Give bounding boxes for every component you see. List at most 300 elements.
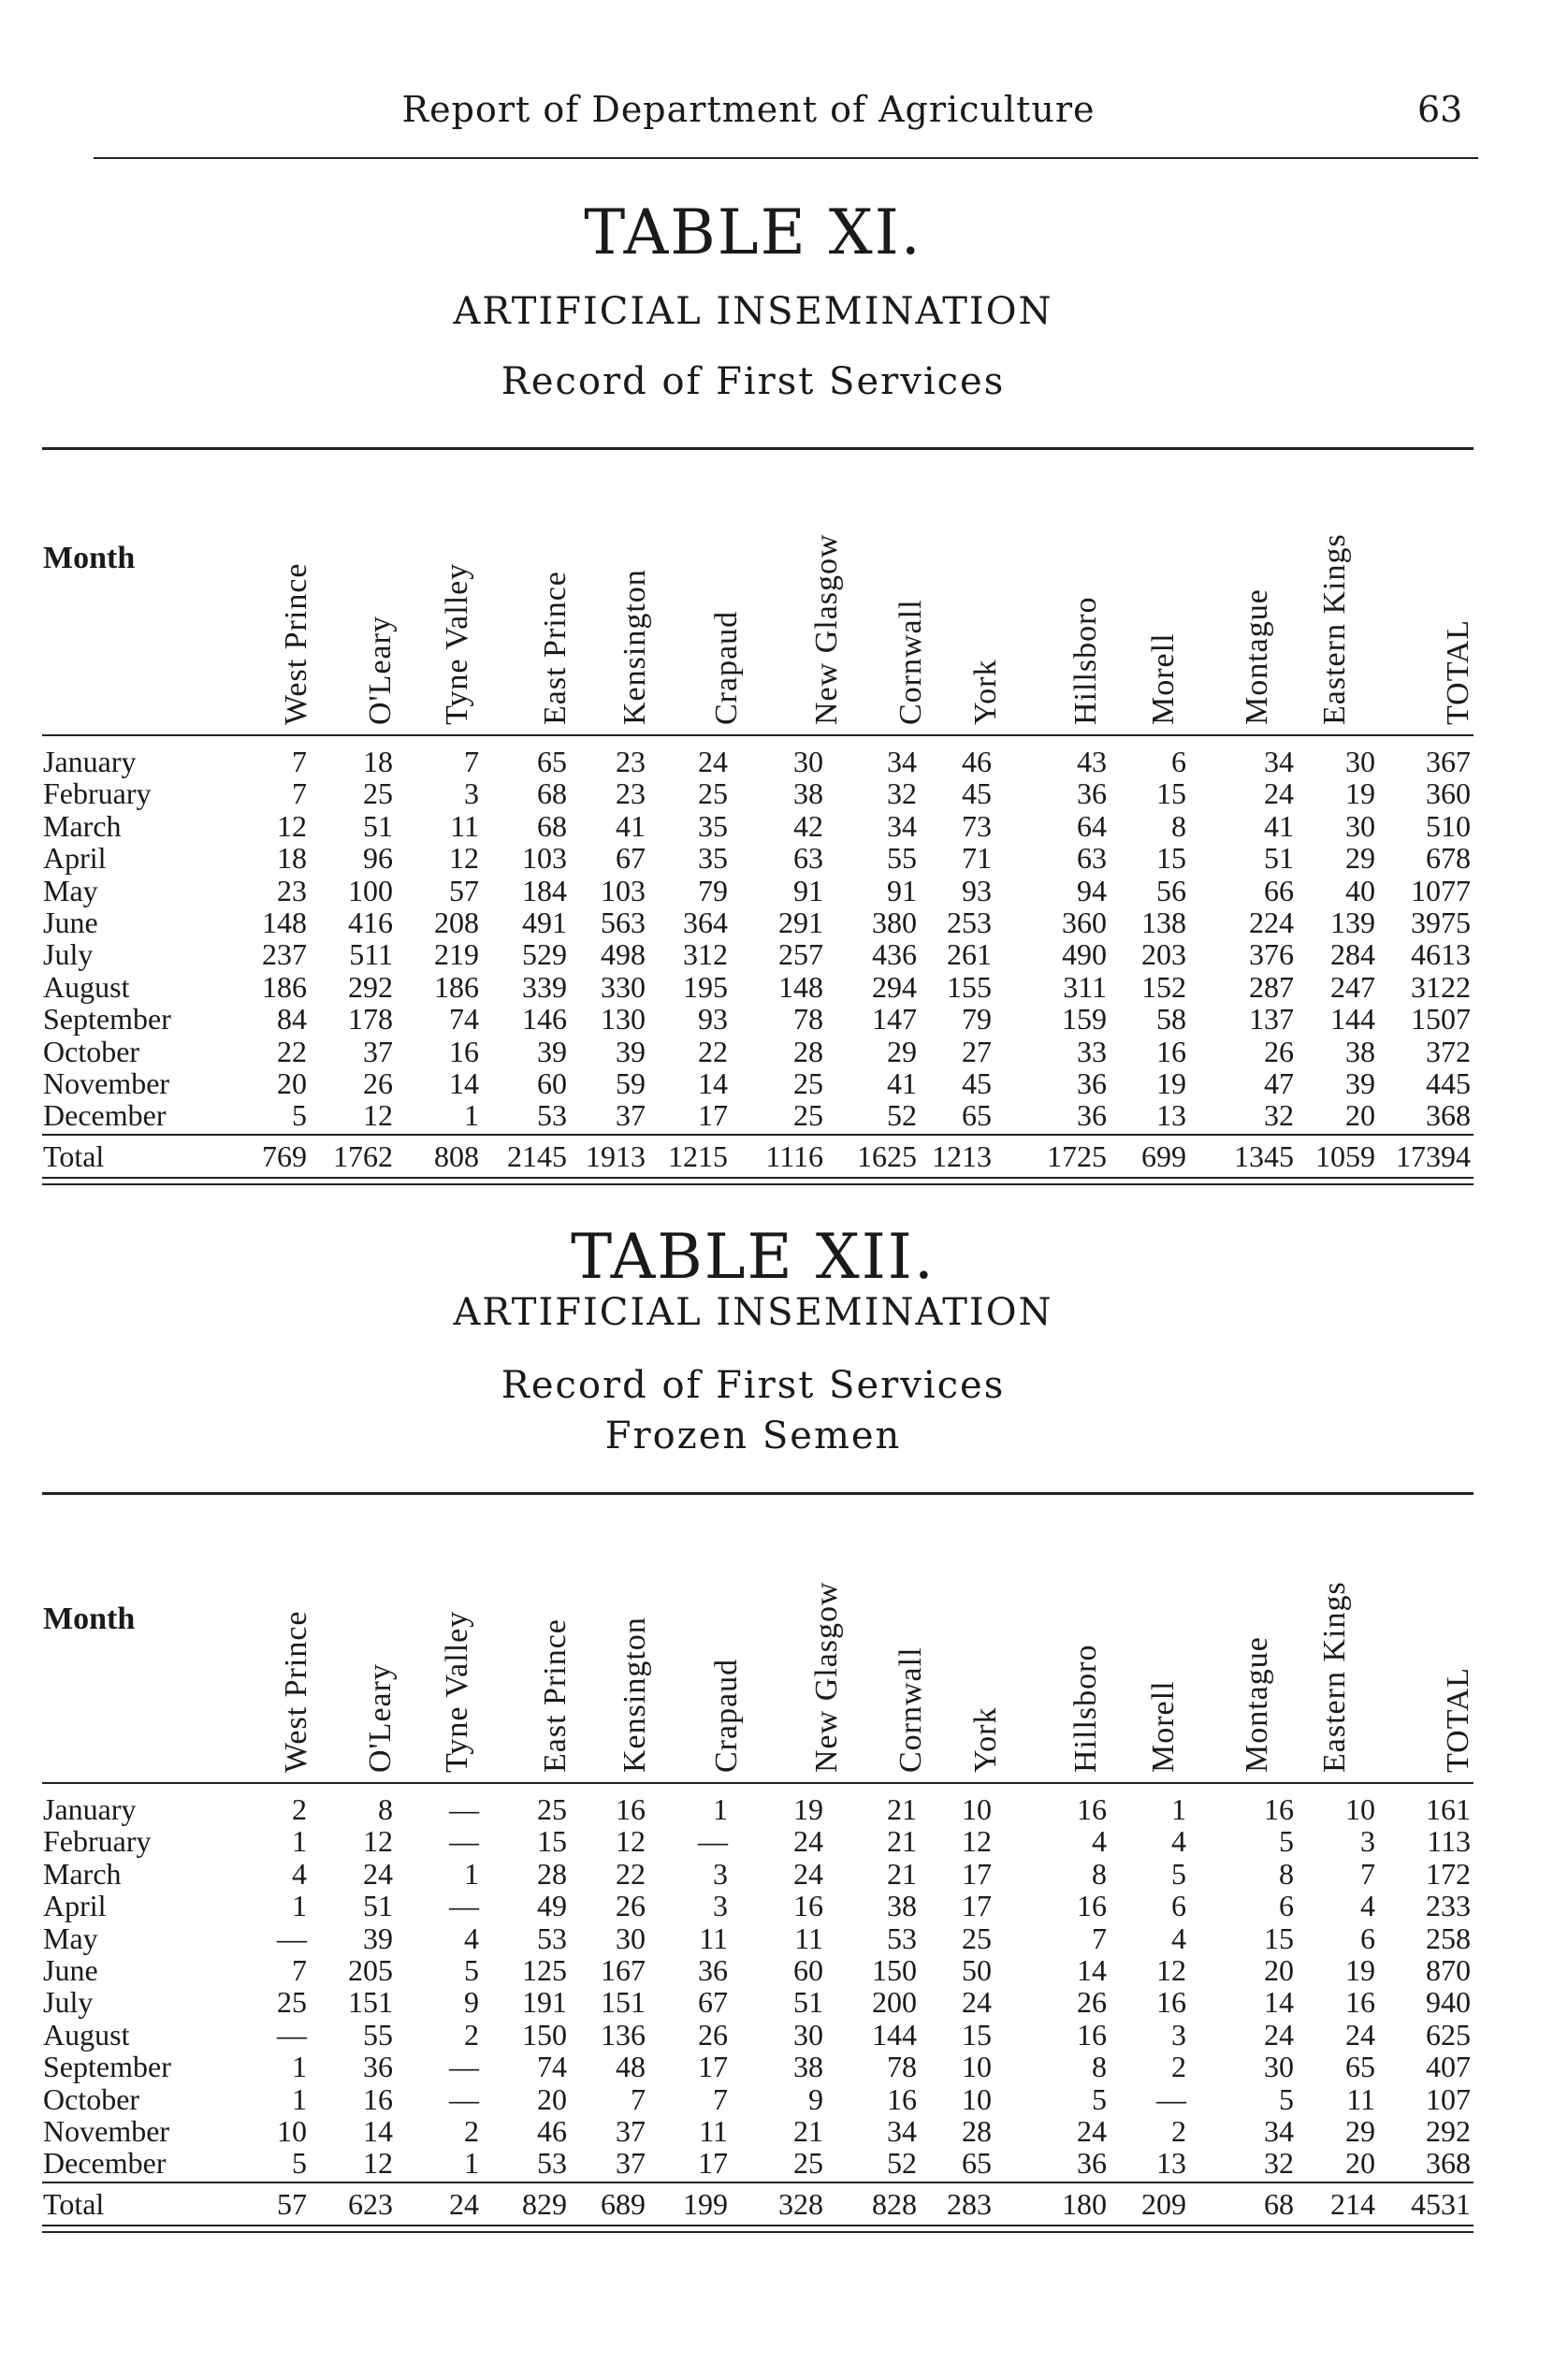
month-label: September	[43, 2050, 171, 2084]
table-cell: 1	[464, 1098, 479, 1133]
table-cell: 37	[616, 2114, 646, 2148]
table-cell: 6	[1171, 1889, 1186, 1923]
table-cell: 51	[363, 1889, 393, 1923]
table-row	[0, 874, 1568, 906]
table-cell: 13	[1156, 2146, 1186, 2181]
column-header: East Prince	[538, 1618, 573, 1773]
table-cell: 17	[698, 2050, 728, 2084]
total-cell: 1116	[765, 1139, 823, 1173]
table-cell: 9	[464, 1985, 479, 2020]
table-cell: 30	[1345, 808, 1375, 843]
table-cell: 45	[962, 1066, 992, 1100]
total-cell: 829	[522, 2187, 567, 2221]
column-header: West Prince	[279, 1610, 313, 1773]
table-cell: 24	[1264, 776, 1294, 811]
column-header: York	[968, 1706, 1003, 1773]
table-cell: 155	[947, 969, 992, 1004]
table-11-total-rule	[42, 1134, 1474, 1136]
table-cell: 5	[1279, 2081, 1294, 2116]
column-header: Tyne Valley	[440, 562, 474, 725]
table-cell: 65	[962, 1098, 992, 1133]
table-cell: 6	[1279, 1889, 1294, 1923]
table-cell: 23	[277, 873, 307, 907]
table-cell: 12	[363, 2146, 393, 2181]
table-11-bottom-rule	[42, 1177, 1474, 1185]
table-row	[0, 776, 1568, 811]
total-cell: 1215	[668, 1139, 728, 1173]
table-cell: 5	[464, 1953, 479, 1987]
month-label: June	[43, 1953, 98, 1987]
table-cell: 11	[1346, 2081, 1375, 2116]
table-cell: 12	[616, 1824, 646, 1859]
table-cell: 93	[698, 1002, 728, 1037]
table-cell: 7	[1360, 1856, 1375, 1891]
column-header: Crapaud	[709, 610, 744, 725]
table-cell: 34	[887, 808, 917, 843]
table-cell: 195	[683, 969, 728, 1004]
month-label: August	[43, 2017, 130, 2052]
table-cell: 208	[434, 906, 479, 939]
table-cell: 200	[872, 1985, 917, 2020]
table-cell: 19	[793, 1792, 823, 1826]
table-cell: 38	[793, 2050, 823, 2084]
table-cell: 7	[292, 776, 307, 811]
table-cell: 130	[601, 1002, 646, 1037]
table-cell: 19	[1156, 1066, 1186, 1100]
table-cell: 16	[363, 2081, 393, 2116]
column-header: East Prince	[538, 571, 573, 725]
table-cell: 2	[464, 2114, 479, 2148]
table-cell: 2	[1171, 2114, 1186, 2148]
table-cell: 42	[793, 808, 823, 843]
table-cell: 25	[793, 1066, 823, 1100]
month-label: January	[43, 745, 137, 778]
table-cell: 257	[778, 937, 823, 972]
total-cell: 2145	[507, 1139, 567, 1173]
table-cell: 36	[698, 1953, 728, 1987]
month-label: October	[43, 1034, 140, 1068]
month-label: February	[43, 1824, 152, 1859]
table-cell: 32	[887, 776, 917, 811]
table-cell: 10	[277, 2114, 307, 2148]
table-cell: 4	[1171, 1824, 1186, 1859]
total-label: Total	[43, 2187, 105, 2221]
table-cell: 436	[872, 937, 917, 972]
table-12-header-rule	[42, 1782, 1474, 1784]
table-cell: —	[698, 1824, 728, 1859]
total-cell: 1913	[586, 1139, 646, 1173]
table-cell: 2	[292, 1792, 307, 1826]
total-cell: 828	[872, 2187, 917, 2221]
table-cell: 39	[1345, 1066, 1375, 1100]
table-cell: 150	[872, 1953, 917, 1987]
table-11-subtitle: ARTIFICIAL INSEMINATION	[453, 290, 1053, 333]
table-cell: 1507	[1411, 1002, 1471, 1037]
table-cell: 16	[1156, 1034, 1186, 1068]
table-cell: 63	[1077, 841, 1107, 876]
table-cell: 7	[464, 745, 479, 778]
table-cell: 53	[537, 2146, 567, 2181]
table-cell: 21	[793, 2114, 823, 2148]
table-cell: 28	[962, 2114, 992, 2148]
table-cell: 491	[522, 906, 567, 939]
table-cell: 184	[522, 873, 567, 907]
month-label: March	[43, 1856, 122, 1891]
month-label: September	[43, 1002, 171, 1037]
table-cell: 360	[1062, 906, 1107, 939]
table-cell: 10	[962, 1792, 992, 1826]
table-cell: 39	[363, 1921, 393, 1955]
table-cell: 146	[522, 1002, 567, 1037]
column-header: Cornwall	[893, 599, 928, 725]
table-cell: 24	[793, 1856, 823, 1891]
table-cell: 292	[1426, 2114, 1471, 2148]
table-12-caption: Record of First Services	[501, 1364, 1006, 1407]
table-cell: 53	[537, 1921, 567, 1955]
table-cell: 34	[1264, 745, 1294, 778]
table-cell: 1	[292, 2050, 307, 2084]
table-cell: —	[449, 2050, 479, 2084]
table-cell: —	[449, 1792, 479, 1826]
total-cell: 180	[1062, 2187, 1107, 2221]
table-cell: 65	[1345, 2050, 1375, 2084]
table-cell: 16	[616, 1792, 646, 1826]
table-cell: 1	[464, 1856, 479, 1891]
table-cell: 67	[616, 841, 646, 876]
table-11-top-rule	[42, 447, 1474, 450]
table-cell: 6	[1171, 745, 1186, 778]
table-cell: 55	[887, 841, 917, 876]
table-cell: 22	[698, 1034, 728, 1068]
table-cell: 16	[1077, 2017, 1107, 2052]
table-cell: 18	[363, 745, 393, 778]
table-cell: —	[449, 2081, 479, 2116]
table-11-title: TABLE XI.	[584, 196, 922, 268]
table-cell: —	[449, 1824, 479, 1859]
table-cell: 79	[698, 873, 728, 907]
table-12-total-rule	[42, 2182, 1474, 2183]
table-cell: 24	[962, 1985, 992, 2020]
column-header: New Glasgow	[809, 1581, 844, 1773]
table-cell: 4	[292, 1856, 307, 1891]
table-cell: 60	[537, 1066, 567, 1100]
table-cell: 148	[778, 969, 823, 1004]
total-cell: 1725	[1047, 1139, 1107, 1173]
table-cell: 10	[962, 2081, 992, 2116]
table-cell: 12	[363, 1098, 393, 1133]
table-row	[0, 1953, 1568, 1985]
table-cell: 36	[1077, 2146, 1107, 2181]
table-cell: 19	[1345, 776, 1375, 811]
table-cell: 35	[698, 808, 728, 843]
table-cell: 3122	[1411, 969, 1471, 1004]
table-cell: 30	[616, 1921, 646, 1955]
month-label: July	[43, 1985, 94, 2020]
table-cell: 364	[683, 906, 728, 939]
table-cell: 287	[1249, 969, 1294, 1004]
table-cell: 312	[683, 937, 728, 972]
total-cell: 24	[449, 2187, 479, 2221]
table-cell: 416	[348, 906, 393, 939]
table-cell: 30	[1345, 745, 1375, 778]
month-label: April	[43, 841, 107, 876]
table-cell: 4	[1171, 1921, 1186, 1955]
table-cell: 27	[962, 1034, 992, 1068]
table-cell: 78	[887, 2050, 917, 2084]
table-cell: 3	[1171, 2017, 1186, 2052]
total-label: Total	[43, 1139, 105, 1173]
table-cell: 17	[698, 1098, 728, 1133]
table-cell: 8	[1279, 1856, 1294, 1891]
column-header: Eastern Kings	[1317, 1581, 1352, 1773]
table-cell: 22	[277, 1034, 307, 1068]
table-cell: 24	[793, 1824, 823, 1859]
table-cell: 625	[1426, 2017, 1471, 2052]
table-cell: 28	[537, 1856, 567, 1891]
table-cell: 21	[887, 1824, 917, 1859]
table-cell: 49	[537, 1889, 567, 1923]
month-label: June	[43, 906, 98, 939]
table-cell: 125	[522, 1953, 567, 1987]
table-cell: 53	[537, 1098, 567, 1133]
table-cell: 150	[522, 2017, 567, 2052]
table-cell: 38	[887, 1889, 917, 1923]
table-cell: 103	[522, 841, 567, 876]
table-cell: 159	[1062, 1002, 1107, 1037]
table-row	[0, 1098, 1568, 1133]
table-cell: 78	[793, 1002, 823, 1037]
table-cell: 3	[713, 1889, 728, 1923]
header-rule	[94, 157, 1478, 159]
table-cell: 14	[1077, 1953, 1107, 1987]
running-head: Report of Department of Agriculture	[401, 89, 1096, 130]
table-12-month-header: Month	[43, 1602, 136, 1636]
table-cell: 2	[1171, 2050, 1186, 2084]
table-cell: 940	[1426, 1985, 1471, 2020]
column-header: Morell	[1146, 632, 1181, 725]
table-cell: 9	[808, 2081, 823, 2116]
table-cell: 34	[887, 2114, 917, 2148]
month-label: October	[43, 2081, 140, 2116]
table-cell: 15	[1156, 841, 1186, 876]
table-cell: 71	[962, 841, 992, 876]
table-cell: 20	[537, 2081, 567, 2116]
table-cell: 96	[363, 841, 393, 876]
total-cell: 68	[1264, 2187, 1294, 2221]
table-12-bottom-rule	[42, 2225, 1474, 2233]
table-cell: 29	[1345, 841, 1375, 876]
table-cell: 58	[1156, 1002, 1186, 1037]
table-cell: 5	[292, 2146, 307, 2181]
total-cell: 1762	[333, 1139, 393, 1173]
table-cell: 24	[1345, 2017, 1375, 2052]
table-cell: 151	[601, 1985, 646, 2020]
table-cell: 368	[1426, 2146, 1471, 2181]
table-row	[0, 1035, 1568, 1066]
table-cell: 21	[887, 1792, 917, 1826]
table-cell: 66	[1264, 873, 1294, 907]
table-cell: 65	[537, 745, 567, 778]
total-cell: 199	[683, 2187, 728, 2221]
table-cell: 36	[363, 2050, 393, 2084]
month-label: December	[43, 2146, 167, 2181]
month-label: December	[43, 1098, 167, 1133]
total-cell: 1213	[932, 1139, 992, 1173]
table-cell: 14	[449, 1066, 479, 1100]
table-cell: 18	[277, 841, 307, 876]
table-row	[0, 2114, 1568, 2146]
table-cell: 14	[363, 2114, 393, 2148]
table-cell: 20	[277, 1066, 307, 1100]
total-cell: 328	[778, 2187, 823, 2221]
month-label: November	[43, 2114, 170, 2148]
table-cell: 15	[537, 1824, 567, 1859]
total-cell: 1345	[1234, 1139, 1294, 1173]
table-cell: 26	[698, 2017, 728, 2052]
table-cell: 10	[962, 2050, 992, 2084]
table-cell: 91	[793, 873, 823, 907]
total-row	[0, 1139, 1568, 1171]
column-header: Kensington	[617, 1617, 652, 1773]
table-cell: 3	[713, 1856, 728, 1891]
table-cell: 51	[1264, 841, 1294, 876]
table-cell: 20	[1345, 2146, 1375, 2181]
table-cell: 13	[1156, 1098, 1186, 1133]
table-cell: 37	[616, 2146, 646, 2181]
table-cell: 14	[698, 1066, 728, 1100]
table-cell: 45	[962, 776, 992, 811]
table-cell: 360	[1426, 776, 1471, 811]
table-cell: 511	[349, 937, 393, 972]
table-cell: 30	[793, 2017, 823, 2052]
table-cell: 339	[522, 969, 567, 1004]
month-label: May	[43, 1921, 98, 1955]
table-cell: 26	[1264, 1034, 1294, 1068]
table-cell: 186	[434, 969, 479, 1004]
table-cell: 32	[1264, 1098, 1294, 1133]
table-cell: 311	[1063, 969, 1107, 1004]
table-cell: 253	[947, 906, 992, 939]
month-label: May	[43, 873, 98, 907]
table-cell: 12	[277, 808, 307, 843]
table-cell: 5	[1171, 1856, 1186, 1891]
column-header: Kensington	[617, 569, 652, 725]
table-cell: 7	[292, 1953, 307, 1987]
table-cell: 32	[1264, 2146, 1294, 2181]
table-cell: 91	[887, 873, 917, 907]
total-cell: 57	[277, 2187, 307, 2221]
table-cell: 678	[1426, 841, 1471, 876]
table-row	[0, 1824, 1568, 1859]
table-cell: 24	[363, 1856, 393, 1891]
table-11-caption: Record of First Services	[501, 360, 1006, 403]
table-cell: 52	[887, 1098, 917, 1133]
table-cell: 33	[1077, 1034, 1107, 1068]
table-cell: 59	[616, 1066, 646, 1100]
column-header: Tyne Valley	[440, 1610, 474, 1773]
table-11-header-rule	[42, 734, 1474, 736]
column-header: TOTAL	[1441, 1666, 1475, 1773]
table-cell: 11	[794, 1921, 823, 1955]
table-cell: 34	[1264, 2114, 1294, 2148]
table-cell: 28	[793, 1034, 823, 1068]
column-header: New Glasgow	[809, 533, 844, 725]
table-cell: 52	[887, 2146, 917, 2181]
table-cell: 224	[1249, 906, 1294, 939]
table-cell: 4	[464, 1921, 479, 1955]
table-cell: 294	[872, 969, 917, 1004]
table-cell: 144	[872, 2017, 917, 2052]
table-cell: 51	[363, 808, 393, 843]
total-cell: 1625	[857, 1139, 917, 1173]
table-row	[0, 809, 1568, 841]
column-header: Cornwall	[893, 1646, 928, 1773]
table-cell: 24	[1264, 2017, 1294, 2052]
table-cell: 261	[947, 937, 992, 972]
table-cell: 407	[1426, 2050, 1471, 2084]
table-row	[0, 745, 1568, 776]
table-cell: 40	[1345, 873, 1375, 907]
table-cell: 529	[522, 937, 567, 972]
table-cell: 65	[962, 2146, 992, 2181]
table-cell: 330	[601, 969, 646, 1004]
total-cell: 623	[348, 2187, 393, 2221]
table-cell: 6	[1360, 1921, 1375, 1955]
table-cell: 139	[1330, 906, 1375, 939]
table-cell: 68	[537, 776, 567, 811]
table-cell: 2	[464, 2017, 479, 2052]
table-row	[0, 1889, 1568, 1921]
table-cell: 11	[699, 2114, 728, 2148]
total-cell: 214	[1330, 2187, 1375, 2221]
month-label: February	[43, 776, 152, 811]
column-header: TOTAL	[1441, 618, 1475, 725]
table-cell: 113	[1427, 1824, 1471, 1859]
table-cell: 137	[1249, 1002, 1294, 1037]
table-cell: 11	[699, 1921, 728, 1955]
table-cell: 16	[1264, 1792, 1294, 1826]
table-row	[0, 841, 1568, 876]
table-cell: 5	[292, 1098, 307, 1133]
table-cell: 16	[1345, 1985, 1375, 2020]
table-cell: 16	[1156, 1985, 1186, 2020]
table-cell: 3	[1360, 1824, 1375, 1859]
table-cell: 11	[450, 808, 479, 843]
table-cell: 178	[348, 1002, 393, 1037]
table-cell: 23	[616, 776, 646, 811]
table-cell: 233	[1426, 1889, 1471, 1923]
table-cell: 8	[1092, 1856, 1107, 1891]
table-cell: 26	[363, 1066, 393, 1100]
table-cell: 15	[1264, 1921, 1294, 1955]
table-cell: 103	[601, 873, 646, 907]
table-cell: 191	[522, 1985, 567, 2020]
table-cell: 64	[1077, 808, 1107, 843]
month-label: November	[43, 1066, 170, 1100]
table-11-month-header: Month	[43, 541, 136, 575]
table-cell: 136	[601, 2017, 646, 2052]
table-cell: —	[277, 2017, 307, 2052]
table-cell: 41	[616, 808, 646, 843]
table-cell: 26	[1077, 1985, 1107, 2020]
table-cell: 147	[872, 1002, 917, 1037]
table-cell: 29	[1345, 2114, 1375, 2148]
table-cell: 247	[1330, 969, 1375, 1004]
table-cell: 16	[449, 1034, 479, 1068]
table-cell: 12	[363, 1824, 393, 1859]
table-cell: 3975	[1411, 906, 1471, 939]
table-cell: 60	[793, 1953, 823, 1987]
